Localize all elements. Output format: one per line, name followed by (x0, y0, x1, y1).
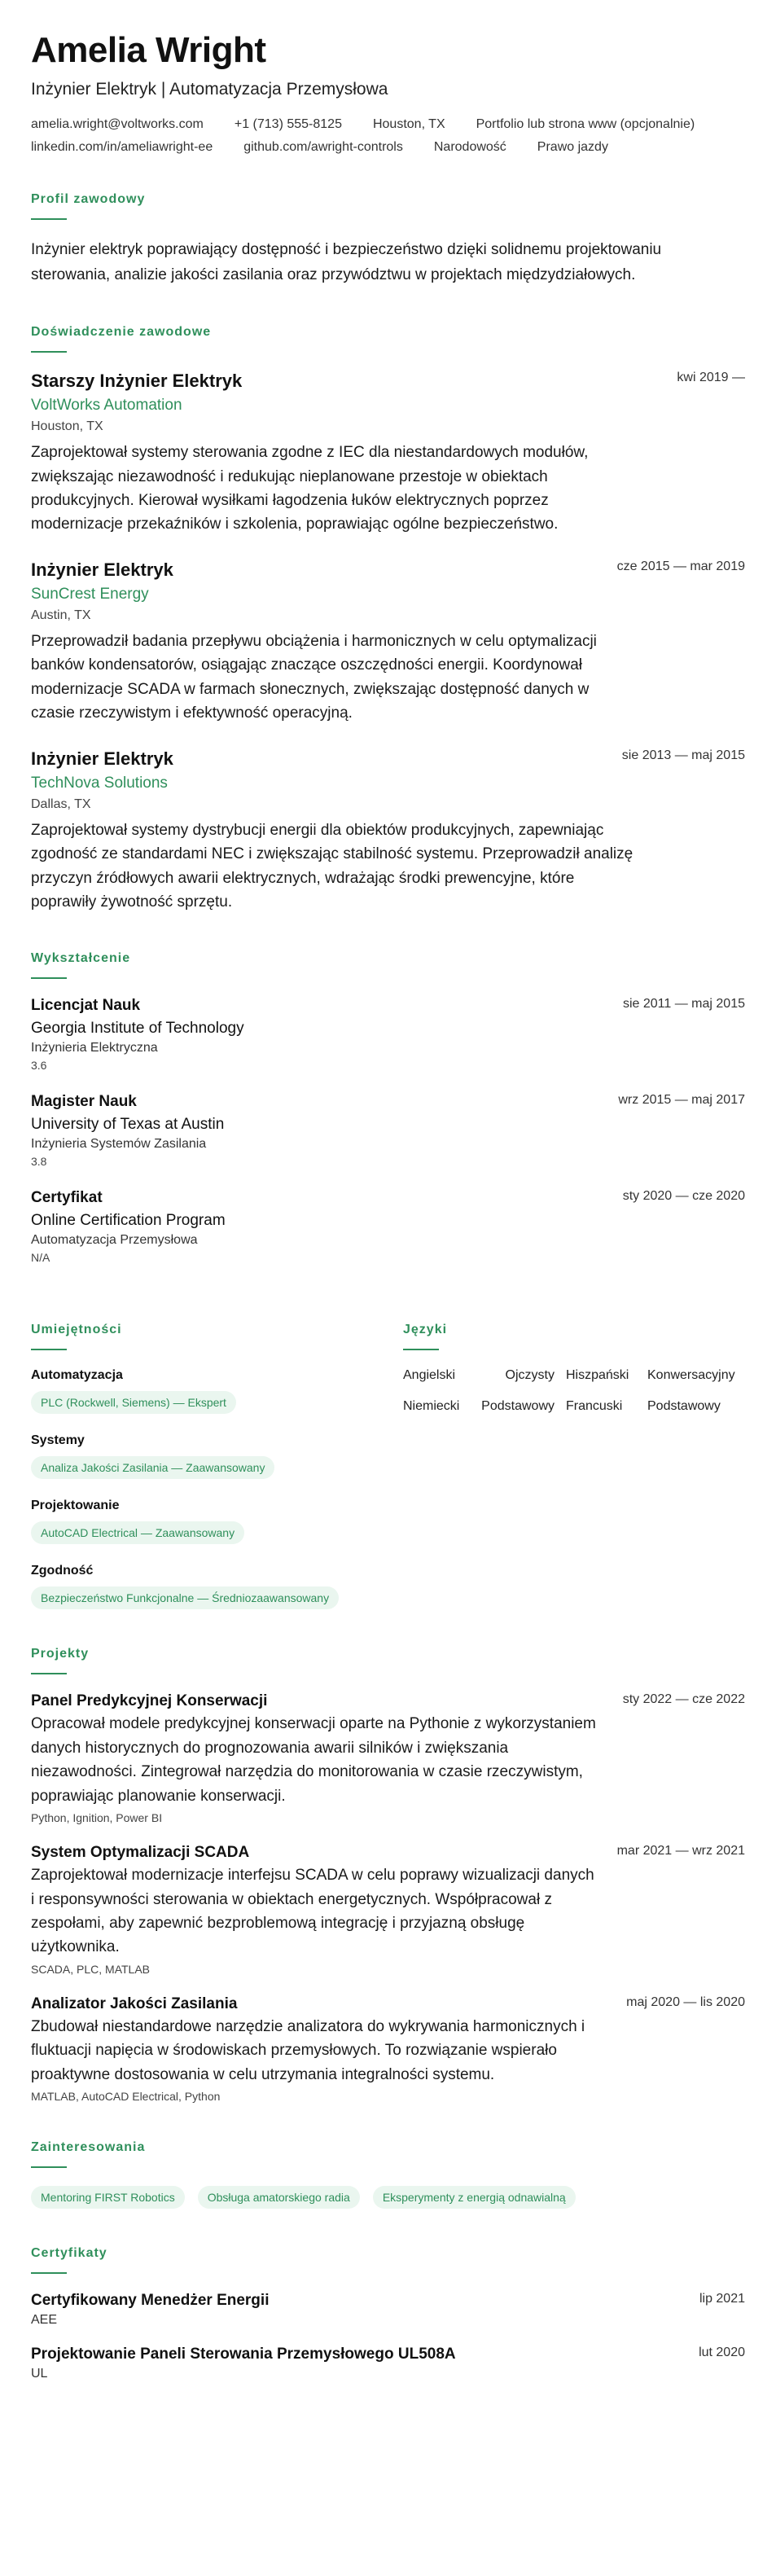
project-title: Panel Predykcyjnej Konserwacji (31, 1692, 268, 1710)
project-description: Zaprojektował modernizacje interfejsu SCADA w celu poprawy wizualizacji danych i responsywności sterowania w obiektach energetycznych. Współpracował z zespołami, aby zapewnić bezproblemową integrację i przyjazną obsługę użytkownika. (31, 1867, 594, 1956)
skill-category: Projektowanie (31, 1499, 120, 1513)
education-degree: Certyfikat (31, 1189, 103, 1207)
education-entry (31, 1189, 745, 1264)
language-level: Podstawowy (647, 1399, 721, 1414)
interest-tag: Mentoring FIRST Robotics (31, 2186, 185, 2209)
language-name: Francuski (566, 1399, 623, 1414)
job-dates: sie 2013 — maj 2015 (621, 748, 745, 762)
education-gpa: N/A (31, 1251, 50, 1265)
section-title-education: Wykształcenie (31, 951, 131, 966)
job-dates: kwi 2019 — (677, 371, 745, 385)
language-level: Konwersacyjny (647, 1368, 735, 1383)
education-field: Automatyzacja Przemysłowa (31, 1233, 198, 1248)
project-dates: mar 2021 — wrz 2021 (616, 1844, 745, 1858)
education-degree: Licencjat Nauk (31, 997, 141, 1015)
project-title: Analizator Jakości Zasilania (31, 1995, 238, 2012)
job-company: SunCrest Energy (31, 585, 149, 603)
education-dates: wrz 2015 — maj 2017 (618, 1093, 745, 1108)
skills-languages-row (31, 1285, 745, 1629)
skills-column (31, 1285, 370, 1629)
project-entry (31, 1844, 745, 1976)
certification-issuer: UL (31, 2367, 48, 2381)
contact-portfolio[interactable]: Portfolio lub strona www (opcjonalnie) (476, 117, 695, 132)
language-name: Angielski (403, 1368, 456, 1383)
section-divider (31, 2272, 67, 2274)
contact-location: Houston, TX (372, 117, 445, 132)
language-name: Niemiecki (403, 1399, 460, 1414)
certification-date: lip 2021 (699, 2292, 745, 2306)
job-description: Zaprojektował systemy dystrybucji energii dla obiektów produkcyjnych, zapewniając zgodność ze standardami NEC i zwiększając stabilność systemu. Przeprowadził analizę przyczyn źródłowych awarii elektrycznych, wdrażając środki prewencyjne, które poprawiły żywotność sprzętu. (31, 821, 634, 911)
education-school: University of Texas at Austin (31, 1116, 225, 1134)
project-description: Opracował modele predykcyjnej konserwacji oparte na Pythonie z wykorzystaniem danych historycznych do prognozowania awarii silników i zwiększania niezawodności. Zintegrował narzędzia do monitorowania w czasie rzeczywistym, poprawiając planowanie konserwacji. (31, 1715, 596, 1805)
section-title-experience: Doświadczenie zawodowe (31, 325, 212, 340)
education-field: Inżynieria Systemów Zasilania (31, 1137, 207, 1152)
contact-list (31, 117, 745, 155)
languages-column (403, 1285, 745, 1629)
section-divider (403, 1349, 439, 1350)
job-location: Houston, TX (31, 419, 103, 434)
language-level: Ojczysty (505, 1368, 555, 1383)
section-title-projects: Projekty (31, 1647, 90, 1661)
section-title-languages: Języki (403, 1323, 448, 1337)
certification-entry (31, 2292, 745, 2328)
certification-issuer: AEE (31, 2313, 58, 2328)
education-school: Georgia Institute of Technology (31, 1020, 244, 1038)
education-entry (31, 1093, 745, 1168)
education-gpa: 3.8 (31, 1155, 47, 1169)
project-description: Zbudował niestandardowe narzędzie analizatora do wykrywania harmonicznych i fluktuacji napięcia w środowiskach przemysłowych. To rozwiązanie wspierało proaktywne dostosowania w celu utrzymania integralności systemu. (31, 2017, 585, 2083)
job-entry (31, 748, 745, 915)
section-title-profile: Profil zawodowy (31, 192, 146, 207)
section-divider (31, 1349, 67, 1350)
certification-name: Projektowanie Paneli Sterowania Przemysłowego UL508A (31, 2346, 456, 2363)
certification-date: lut 2020 (699, 2346, 745, 2360)
interest-tag: Obsługa amatorskiego radia (198, 2186, 360, 2209)
section-divider (31, 351, 67, 353)
contact-github[interactable]: github.com/awright-controls (243, 140, 403, 155)
profile-summary: Inżynier elektryk poprawiający dostępność i bezpieczeństwo dzięki solidnemu projektowaniu sterowania, analizie jakości zasilania oraz przywództwu w projektach międzydziałowych. (31, 241, 662, 283)
project-tech: Python, Ignition, Power BI (31, 1811, 163, 1825)
education-dates: sty 2020 — cze 2020 (622, 1189, 745, 1204)
project-entry (31, 1692, 745, 1824)
section-divider (31, 218, 67, 220)
job-entry (31, 560, 745, 726)
candidate-name: Amelia Wright (31, 30, 266, 70)
skill-category: Zgodność (31, 1564, 94, 1578)
skill-tag: AutoCAD Electrical — Zaawansowany (31, 1521, 244, 1544)
job-title: Starszy Inżynier Elektryk (31, 371, 243, 392)
job-location: Dallas, TX (31, 796, 91, 811)
project-entry (31, 1995, 745, 2103)
project-tech: SCADA, PLC, MATLAB (31, 1962, 151, 1976)
project-tech: MATLAB, AutoCAD Electrical, Python (31, 2090, 221, 2104)
candidate-headline: Inżynier Elektryk | Automatyzacja Przemysłowa (31, 80, 388, 99)
skill-tag: PLC (Rockwell, Siemens) — Ekspert (31, 1391, 236, 1414)
job-location: Austin, TX (31, 608, 91, 622)
language-list (403, 1368, 745, 1414)
section-title-interests: Zainteresowania (31, 2140, 146, 2155)
section-title-certifications: Certyfikaty (31, 2246, 107, 2261)
project-title: System Optymalizacji SCADA (31, 1844, 250, 1862)
section-divider (31, 977, 67, 979)
project-dates: maj 2020 — lis 2020 (626, 1995, 745, 2009)
job-title: Inżynier Elektryk (31, 748, 173, 769)
section-divider (31, 1673, 67, 1674)
job-description: Zaprojektował systemy sterowania zgodne z IEC dla niestandardowych modułów, zwiększając niezawodność i redukując nieplanowane przestoje w obiektach produkcyjnych. Kierował wysiłkami łagodzenia łuków elektrycznych poprzez modernizacje przekaźników i szkolenia, poprawiając ogólne bezpieczeństwo. (31, 444, 589, 533)
job-entry (31, 371, 745, 537)
certification-entry (31, 2346, 745, 2381)
skill-category: Automatyzacja (31, 1368, 123, 1383)
contact-linkedin[interactable]: linkedin.com/in/ameliawright-ee (31, 140, 213, 155)
education-school: Online Certification Program (31, 1212, 226, 1230)
contact-phone[interactable]: +1 (713) 555-8125 (234, 117, 342, 132)
certification-name: Certyfikowany Menedżer Energii (31, 2292, 270, 2310)
skill-tag: Bezpieczeństwo Funkcjonalne — Średniozaawansowany (31, 1586, 339, 1609)
language-level: Podstawowy (481, 1399, 555, 1414)
job-description: Przeprowadził badania przepływu obciążenia i harmonicznych w celu optymalizacji banków kondensatorów, osiągając znaczące oszczędności energii. Koordynował modernizacje SCADA w farmach słonecznych, zwiększając dostępność danych w czasie rzeczywistym i efektywność operacyjną. (31, 632, 597, 722)
section-title-skills: Umiejętności (31, 1323, 122, 1337)
interest-tag: Eksperymenty z energią odnawialną (373, 2186, 576, 2209)
job-company: TechNova Solutions (31, 774, 168, 792)
contact-driving-license: Prawo jazdy (537, 140, 608, 155)
section-divider (31, 2166, 67, 2168)
job-title: Inżynier Elektryk (31, 559, 173, 580)
project-dates: sty 2022 — cze 2022 (622, 1692, 745, 1707)
contact-email[interactable]: amelia.wright@voltworks.com (31, 117, 204, 132)
education-gpa: 3.6 (31, 1059, 47, 1073)
education-dates: sie 2011 — maj 2015 (622, 997, 745, 1012)
job-dates: cze 2015 — mar 2019 (616, 559, 745, 573)
language-name: Hiszpański (566, 1368, 629, 1383)
interest-list (31, 2186, 745, 2209)
education-entry (31, 997, 745, 1072)
skill-category: Systemy (31, 1433, 85, 1448)
skill-tag: Analiza Jakości Zasilania — Zaawansowany (31, 1456, 274, 1479)
contact-nationality: Narodowość (433, 140, 506, 155)
job-company: VoltWorks Automation (31, 397, 182, 415)
education-field: Inżynieria Elektryczna (31, 1041, 158, 1055)
education-degree: Magister Nauk (31, 1093, 137, 1111)
